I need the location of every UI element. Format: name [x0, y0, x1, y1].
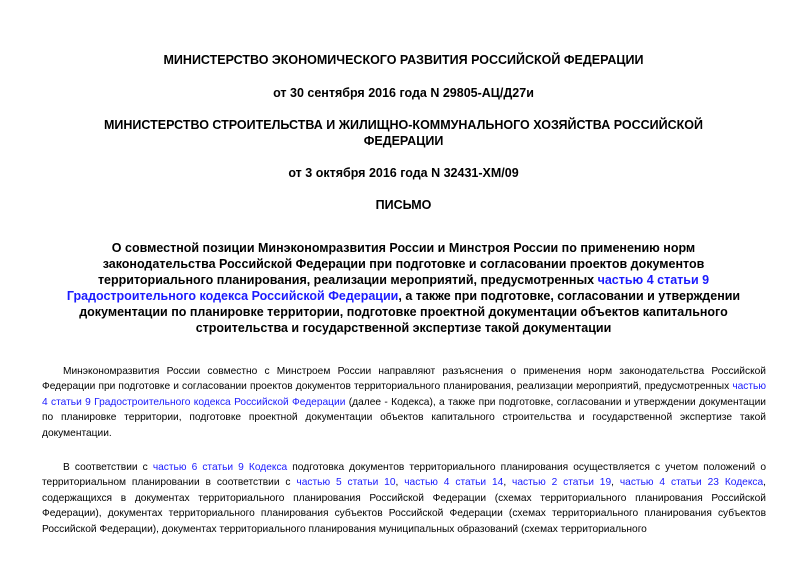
body-paragraph-2: В соответствии с частью 6 статьи 9 Кодекса подготовка документов территориального планирования осуществляется с учетом положений о территориальном планировании в соответствии с частью 5 статьи 10, частью 4 статьи 14, частью 2 статьи 19, частью 4 статьи 23 Кодекса, содержащихся в документах территориального планирования Российской Федерации (схемах территориального планирования Российской Федерации), документах территориального планирования субъектов Российской Федерации (схемах территориального планирования субъектов Российской Федерации), документах территориального планирования муниципальных образований (схемах территориального	[42, 462, 766, 535]
link-part6-article9[interactable]: частью 6 статьи 9 Кодекса	[152, 462, 288, 473]
document-type: ПИСЬМО	[375, 198, 432, 212]
subject-line-6: строительства и государственной экспертизе такой документации	[195, 321, 612, 335]
link-urban-planning-code[interactable]: Градостроительного кодекса Российской Федерации	[66, 289, 399, 303]
subject-line-2: законодательства Российской Федерации при подготовке и согласовании проектов документов	[102, 257, 705, 271]
link-part2-article19[interactable]: частью 2 статьи 19	[512, 477, 612, 489]
ministry-economy-title: МИНИСТЕРСТВО ЭКОНОМИЧЕСКОГО РАЗВИТИЯ РОССИЙСКОЙ ФЕДЕРАЦИИ	[163, 53, 644, 67]
letter-date-economy: от 30 сентября 2016 года N 29805-АЦ/Д27и	[273, 86, 534, 100]
subject-line-3: территориального планирования, реализации мероприятий, предусмотренных частью 4 статьи 9	[97, 273, 710, 287]
subject-line-1: О совместной позиции Минэкономразвития России и Минстроя России по применению норм	[111, 241, 696, 255]
link-part4-article14[interactable]: частью 4 статьи 14	[404, 477, 504, 489]
link-part5-article10[interactable]: частью 5 статьи 10	[296, 477, 396, 489]
ministry-construction-title-line2: ФЕДЕРАЦИИ	[363, 134, 444, 148]
link-part4-article23[interactable]: частью 4 статьи 23 Кодекса	[619, 477, 764, 489]
ministry-construction-title-line1: МИНИСТЕРСТВО СТРОИТЕЛЬСТВА И ЖИЛИЩНО-КОММУНАЛЬНОГО ХОЗЯЙСТВА РОССИЙСКОЙ	[104, 118, 703, 132]
subject-line-4: Градостроительного кодекса Российской Федерации, а также при подготовке, согласовании и утверждении	[66, 289, 741, 303]
body-paragraph-1: Минэкономразвития России совместно с Минстроем России направляют разъяснения о применения норм законодательства Российской Федерации при подготовке и согласовании проектов документов территориального планирования, реализации мероприятий, предусмотренных частью 4 статьи 9 Градостроительного кодекса Российской Федерации (далее - Кодекса), а также при подготовке, согласовании и утверждении документации по планировке территории, подготовке проектной документации объектов капитального строительства и государственной экспертизе такой документации.	[42, 366, 766, 439]
subject-line-5: документации по планировке территории, подготовке проектной документации объектов капитального	[79, 305, 728, 319]
link-part4-article9[interactable]: частью 4 статьи 9	[597, 273, 710, 287]
letter-date-construction: от 3 октября 2016 года N 32431-ХМ/09	[288, 166, 519, 180]
link-part4-article9-code[interactable]: частью 4 статьи 9 Градостроительного кодекса Российской Федерации	[42, 381, 766, 408]
